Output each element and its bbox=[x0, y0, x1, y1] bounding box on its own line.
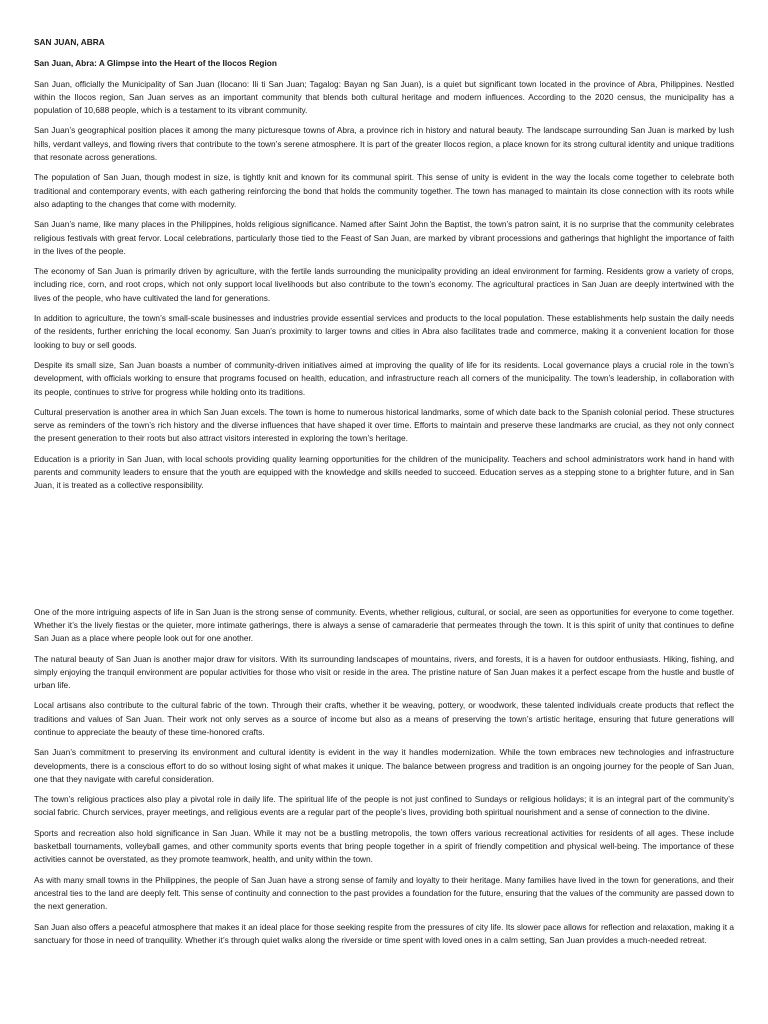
paragraph-name-origin: San Juan’s name, like many places in the Philippines, holds religious significance. Named after Saint John the Baptist, the town’s patron saint, it is no surprise that the community celebrates religious festivals with great fervor. Local celebrations, particularly those tied to the Feast of San Juan, are marked by vibrant processions and gatherings that highlight the importance of faith in the lives of the people. bbox=[34, 219, 734, 256]
paragraph-religious-practices: The town’s religious practices also play a pivotal role in daily life. The spiritual life of the people is not just confined to Sundays or religious holidays; it is an integral part of the community’s social fabric. Church services, prayer meetings, and religious events are a regular part of the people’s lives, providing both spiritual nourishment and a sense of connection to the divine. bbox=[34, 794, 734, 818]
paragraph-initiatives: Despite its small size, San Juan boasts a number of community-driven initiatives aimed at improving the quality of life for its residents. Local governance plays a crucial role in the town’s development, with officials working to ensure that programs focused on health, education, and infrastructure reach all corners of the municipality. The town’s leadership, in collaboration with its people, continues to strive for progress while holding onto its traditions. bbox=[34, 359, 734, 397]
paragraph-natural-beauty: The natural beauty of San Juan is another major draw for visitors. With its surrounding landscapes of mountains, rivers, and forests, it is a haven for outdoor enthusiasts. Hiking, fishing, and simply enjoying the tranquil environment are popular activities for those who visit or reside in the area. The pristine nature of San Juan makes it a perfect escape from the hustle and bustle of urban life. bbox=[34, 653, 734, 691]
paragraph-modernization: San Juan’s commitment to preserving its environment and cultural identity is evident in the way it handles modernization. While the town embraces new technologies and infrastructure developments, there is a conscious effort to do so without losing sight of what makes it unique. The balance between progress and tradition is an ongoing journey for the people of San Juan, one that they navigate with careful consideration. bbox=[34, 747, 734, 784]
paragraph-sports: Sports and recreation also hold significance in San Juan. While it may not be a bustling metropolis, the town offers various recreational activities for residents of all ages. These include basketball tournaments, volleyball games, and other community sports events that bring people together in a spirit of friendly competition and physical well-being. The importance of these activities cannot be overstated, as they promote teamwork, health, and unity within the town. bbox=[34, 827, 734, 865]
paragraph-businesses: In addition to agriculture, the town’s small-scale businesses and industries provide essential services and products to the local population. These establishments help sustain the daily needs of the residents, further enriching the local economy. San Juan’s proximity to larger towns and cities in Abra also facilitates trade and commerce, making it a convenient location for those looking to buy or sell goods. bbox=[34, 313, 734, 350]
paragraph-education: Education is a priority in San Juan, with local schools providing quality learning opportunities for the children of the municipality. Teachers and school administrators work hand in hand with parents and community leaders to ensure that the youth are equipped with the knowledge and skills needed to succeed. Education serves as a stepping stone to a brighter future, and in San Juan, it is treated as a collective responsibility. bbox=[34, 453, 734, 491]
section-one bbox=[34, 78, 734, 493]
paragraph-economy: The economy of San Juan is primarily driven by agriculture, with the fertile lands surrounding the municipality providing an ideal environment for farming. Residents grow a variety of crops, including rice, corn, and root crops, which not only support local livelihoods but also contribute to the town’s economy. The agricultural practices in San Juan are deeply intertwined with the lives of the people, who have cultivated the land for generations. bbox=[34, 266, 734, 303]
paragraph-population: The population of San Juan, though modest in size, is tightly knit and known for its communal spirit. This sense of unity is evident in the way the locals come together to celebrate both traditional and contemporary events, with each gathering reinforcing the bond that holds the community together. The town has managed to maintain its close connection with its roots while also adapting to the changes that come with modernity. bbox=[34, 172, 734, 209]
paragraph-family: As with many small towns in the Philippines, the people of San Juan have a strong sense of family and loyalty to their heritage. Many families have lived in the town for generations, and their ancestral ties to the land are deeply felt. This sense of continuity and connection to the past provides a foundation for the future, ensuring that the values of the community are passed down to the next generation. bbox=[34, 874, 734, 912]
document-title: SAN JUAN, ABRA bbox=[34, 37, 105, 47]
paragraph-peaceful-atmosphere: San Juan also offers a peaceful atmosphere that makes it an ideal place for those seeking respite from the pressures of city life. Its slower pace allows for reflection and relaxation, making it a sanctuary for those in need of tranquility. Whether it’s through quiet walks along the riverside or time spent with loved ones in a calm setting, San Juan provides a much-needed retreat. bbox=[34, 921, 734, 945]
paragraph-intro: San Juan, officially the Municipality of San Juan (Ilocano: Ili ti San Juan; Tagalog: Bayan ng San Juan), is a quiet but significant town located in the province of Abra, Philippines. Nestled within the Ilocos region, San Juan serves as an important community that blends both cultural heritage and modern influences. According to the 2020 census, the municipality has a population of 10,688 people, which is a testament to its vibrant community. bbox=[34, 78, 734, 116]
paragraph-community: One of the more intriguing aspects of life in San Juan is the strong sense of community. Events, whether religious, cultural, or social, are seen as opportunities for everyone to come together. Whether it’s the lively fiestas or the quieter, more intimate gatherings, there is always a sense of camaraderie that permeates through the town. It is this spirit of unity that continues to define San Juan as a place where people look out for one another. bbox=[34, 606, 734, 644]
section-two bbox=[34, 606, 734, 948]
paragraph-artisans: Local artisans also contribute to the cultural fabric of the town. Through their crafts, whether it be weaving, pottery, or woodwork, these talented individuals create products that reflect the traditions and values of San Juan. Their work not only serves as a source of income but also as a means of preserving the town’s artistic heritage, ensuring that future generations will continue to appreciate the beauty of these time-honored crafts. bbox=[34, 700, 734, 737]
document-subtitle: San Juan, Abra: A Glimpse into the Heart of the Ilocos Region bbox=[34, 58, 277, 69]
paragraph-cultural-preservation: Cultural preservation is another area in which San Juan excels. The town is home to numerous historical landmarks, some of which date back to the Spanish colonial period. These structures serve as reminders of the town’s rich history and the diverse influences that have shaped it over time. Efforts to maintain and preserve these landmarks are crucial, as they not only connect the present generation to their roots but also attract visitors interested in exploring the town’s heritage. bbox=[34, 406, 734, 444]
paragraph-geography: San Juan’s geographical position places it among the many picturesque towns of Abra, a province rich in history and natural beauty. The landscape surrounding San Juan is marked by lush hills, verdant valleys, and flowing rivers that contribute to the town’s serene atmosphere. It is part of the greater Ilocos region, a place known for its strong cultural identity and unique traditions that resonate across generations. bbox=[34, 125, 734, 163]
blank-gap bbox=[34, 500, 734, 606]
document-page bbox=[34, 32, 734, 954]
